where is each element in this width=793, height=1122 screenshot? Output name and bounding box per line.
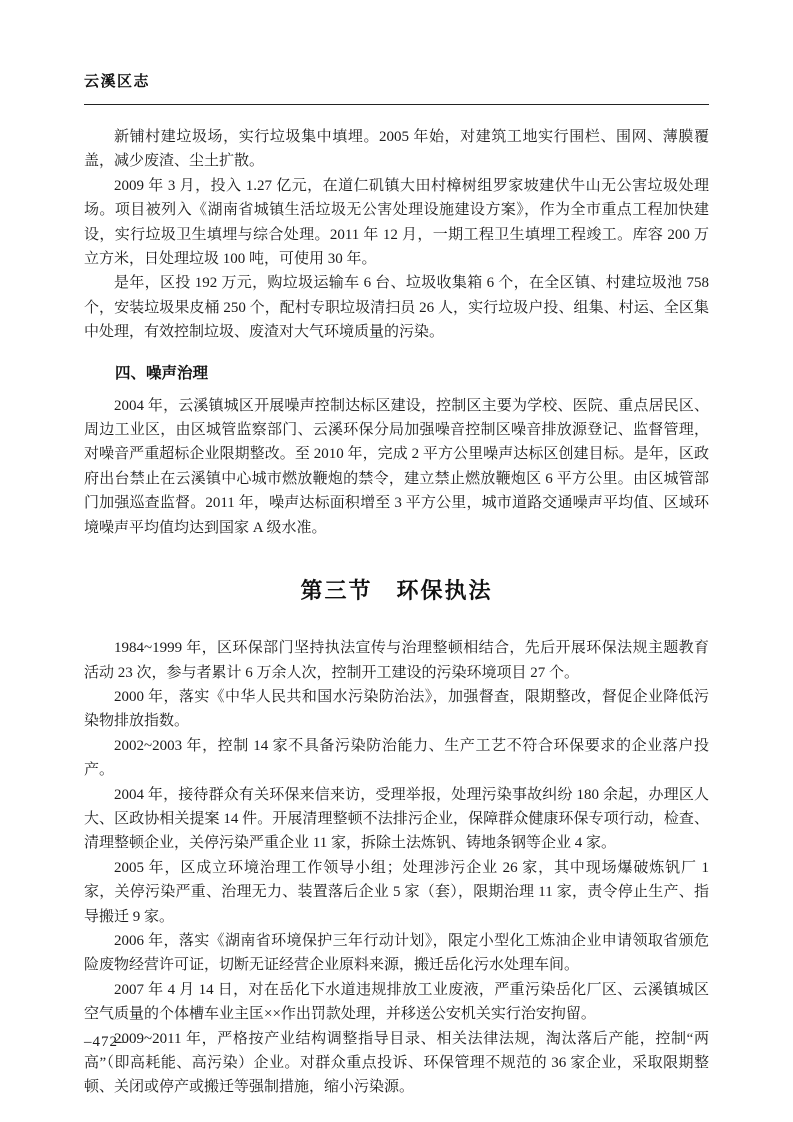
paragraph-2000: 2000 年，落实《中华人民共和国水污染防治法》，加强督查，限期整改，督促企业降低污染物排放指数。 [84, 688, 709, 730]
paragraph-landfill-intro: 新铺村建垃圾场，实行垃圾集中填埋。2005 年始，对建筑工地实行围栏、围网、薄膜覆盖，减少废渣、尘土扩散。 [84, 129, 709, 170]
paragraph-noise-control: 2004 年，云溪镇城区开展噪声控制达标区建设，控制区主要为学校、医院、重点居民区、周边工业区，由区城管监察部门、云溪环保分局加强噪音控制区噪音排放源登记、监督管理，对噪音严重超标企业限期整改。至 2010 年，完成 2 平方公里噪声达标区创建目标。是年，区政府出台禁止在云溪镇中心城市燃放鞭炮的禁令，建立禁止燃放鞭炮区 6 平方公里。由区城管部门加强巡查监督。2011 年，噪声达标面积增至 3 平方公里，城市道路交通噪声平均值、区域环境噪声平均值均达到国家 A 级水准。 [84, 397, 709, 536]
page-header [84, 70, 709, 105]
book-title: 云溪区志 [84, 73, 151, 90]
page-number: –472– [84, 1034, 127, 1050]
paragraph-2004: 2004 年，接待群众有关环保来信来访，受理举报，处理污染事故纠纷 180 余起，办理区人大、区政协相关提案 14 件。开展清理整顿不法排污企业，保障群众健康环保专项行动，检查、清理整顿企业，关停污染严重企业 11 家，拆除土法炼钒、铸地条钢等企业 4 家。 [84, 786, 709, 852]
page-footer [84, 1034, 127, 1051]
header-rule [84, 104, 709, 105]
paragraph-2007: 2007 年 4 月 14 日，对在岳化下水道违规排放工业废液，严重污染岳化厂区、云溪镇城区空气质量的个体槽车业主匡××作出罚款处理，并移送公安机关实行治安拘留。 [84, 981, 709, 1023]
paragraph-2006: 2006 年，落实《湖南省环境保护三年行动计划》，限定小型化工炼油企业申请领取省颁危险废物经营许可证，切断无证经营企业原料来源，搬迁岳化污水处理车间。 [84, 932, 709, 974]
subsection-heading-noise-control: 四、噪声治理 [115, 364, 209, 382]
paragraph-landfill-project: 2009 年 3 月，投入 1.27 亿元，在道仁矶镇大田村樟树组罗家坡建伏牛山无公害垃圾处理场。项目被列入《湖南省城镇生活垃圾无公害处理设施建设方案》，作为全市重点工程加快建设，实行垃圾卫生填埋与综合处理。2011 年 12 月，一期工程卫生填埋工程竣工。库容 200 万立方米，日处理垃圾 100 吨，可使用 30 年。 [84, 177, 709, 268]
page-body [84, 125, 709, 1100]
section-title-enforcement: 第三节 环保执法 [300, 578, 493, 604]
paragraph-garbage-investment: 是年，区投 192 万元，购垃圾运输车 6 台、垃圾收集箱 6 个，在全区镇、村建垃圾池 758 个，安装垃圾果皮桶 250 个，配村专职垃圾清扫员 26 人，实行垃圾户投、组集、村运、全区集中处理，有效控制垃圾、废渣对大气环境质量的污染。 [84, 275, 709, 341]
paragraph-2002-2003: 2002~2003 年，控制 14 家不具备污染防治能力、生产工艺不符合环保要求的企业落户投产。 [84, 737, 709, 779]
paragraph-2009-2011: 2009~2011 年，严格按产业结构调整指导目录、相关法律法规，淘汰落后产能，控制“两高”（即高耗能、高污染）企业。对群众重点投诉、环保管理不规范的 36 家企业，采取限期整顿、关闭或停产或搬迁等强制措施，缩小污染源。 [84, 1030, 709, 1096]
paragraph-1984-1999: 1984~1999 年，区环保部门坚持执法宣传与治理整顿相结合，先后开展环保法规主题教育活动 23 次，参与者累计 6 万余人次，控制开工建设的污染环境项目 27 个。 [84, 640, 709, 681]
paragraph-2005: 2005 年，区成立环境治理工作领导小组；处理涉污企业 26 家，其中现场爆破炼钒厂 1 家，关停污染严重、治理无力、装置落后企业 5 家（套），限期治理 11 家，责令停止生产、指导搬迁 9 家。 [84, 859, 709, 925]
